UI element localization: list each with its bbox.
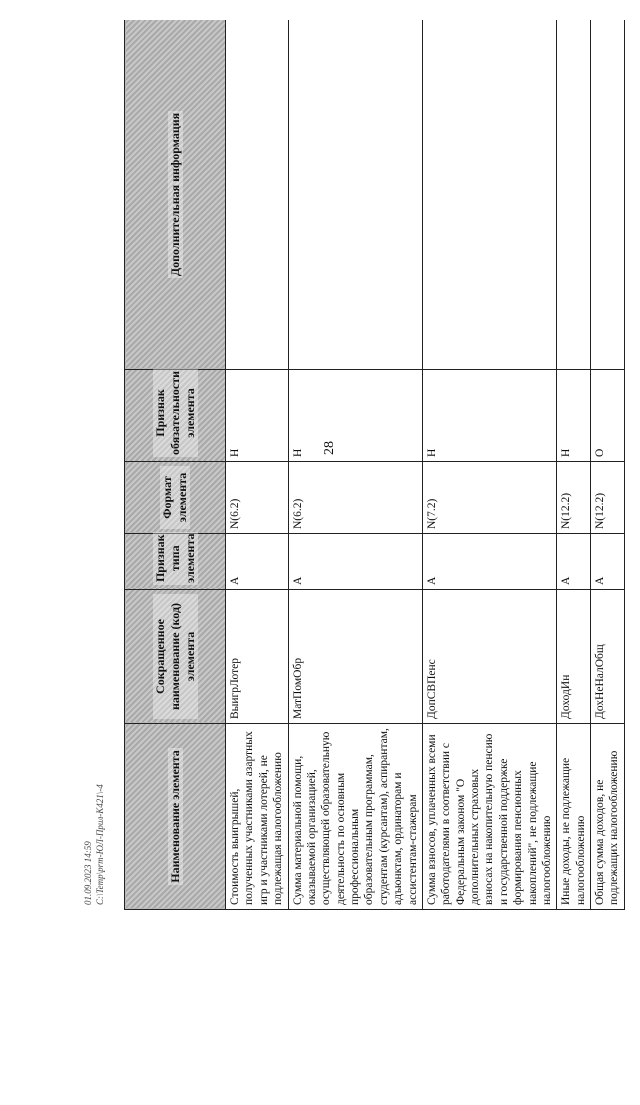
table-row: [226, 20, 289, 910]
cell-name: Иные доходы, не подлежащие налогообложению: [557, 724, 591, 910]
cell-extra: [591, 20, 625, 370]
cell-extra: [226, 20, 289, 370]
header-type: [125, 534, 226, 590]
specification-table: [124, 20, 625, 910]
table-body: [226, 20, 625, 910]
header-type-text: Признак типа элемента: [152, 533, 197, 583]
footer-stamp: [82, 784, 112, 1105]
cell-name: Сумма взносов, уплаченных всеми работодателями в соответствии с Федеральным законом "О дополнительных страховых взносах на накопительную пенсию и государственной поддержке формирования пенсионных накоплений", не подлежащие налогообложению: [422, 724, 556, 910]
cell-short-name: ДопСВПенс: [422, 590, 556, 724]
header-short-name-text: Сокращенное наименование (код) элемента: [153, 594, 198, 719]
cell-required: О: [591, 370, 625, 462]
cell-type: А: [226, 534, 289, 590]
header-name-text: Наименование элемента: [167, 750, 182, 883]
cell-type: А: [422, 534, 556, 590]
page-number: 28: [322, 441, 337, 455]
cell-extra: [557, 20, 591, 370]
table-row: [591, 20, 625, 910]
stamp-line-2: С:\Temp\prm-ЮЛ-Прил-К421\-4: [95, 784, 106, 905]
cell-format: N(6.2): [288, 462, 422, 534]
cell-required: Н: [226, 370, 289, 462]
header-extra: [125, 20, 226, 370]
cell-name: Стоимость выигрышей, полученных участниками азартных игр и участниками лотерей, не подлежащая налогообложению: [226, 724, 289, 910]
cell-required: Н: [422, 370, 556, 462]
cell-short-name: ДоходИн: [557, 590, 591, 724]
header-short-name: [125, 590, 226, 724]
table-logical: [124, 20, 634, 910]
table-row: [422, 20, 556, 910]
table-row: [288, 20, 422, 910]
table-header: [125, 20, 226, 910]
cell-short-name: МатПомОбр: [288, 590, 422, 724]
header-required-text: Признак обязательности элемента: [152, 370, 197, 455]
table-row: [557, 20, 591, 910]
cell-name: Общая сумма доходов, не подлежащих налогообложению: [591, 724, 625, 910]
cell-short-name: ДохНеНалОбщ: [591, 590, 625, 724]
cell-extra: [422, 20, 556, 370]
header-required: [125, 370, 226, 462]
cell-required: Н: [557, 370, 591, 462]
cell-required: Н: [288, 370, 422, 462]
cell-format: N(7.2): [422, 462, 556, 534]
cell-format: N(6.2): [226, 462, 289, 534]
cell-extra: [288, 20, 422, 370]
cell-type: А: [288, 534, 422, 590]
cell-name: Сумма материальной помощи, оказываемой организацией, осуществляющей образовательную деятельность по основным профессиональным образовательным программам, студентам (курсантам), аспирантам, адъюнктам, ординаторам и ассистентам-стажерам: [288, 724, 422, 910]
header-format-text: Формат элемента: [160, 466, 190, 529]
cell-type: А: [557, 534, 591, 590]
rotated-table-frame: [124, 20, 634, 910]
cell-short-name: ВыигрЛотер: [226, 590, 289, 724]
stamp-line-1: 01.09.2023 14:59: [83, 841, 93, 905]
cell-type: А: [591, 534, 625, 590]
cell-format: N(12.2): [557, 462, 591, 534]
cell-format: N(12.2): [591, 462, 625, 534]
footer-stamp-text: [82, 705, 106, 905]
header-row: [125, 20, 226, 910]
header-extra-text: Дополнительная информация: [167, 112, 182, 277]
header-format: [125, 462, 226, 534]
header-name: [125, 724, 226, 910]
